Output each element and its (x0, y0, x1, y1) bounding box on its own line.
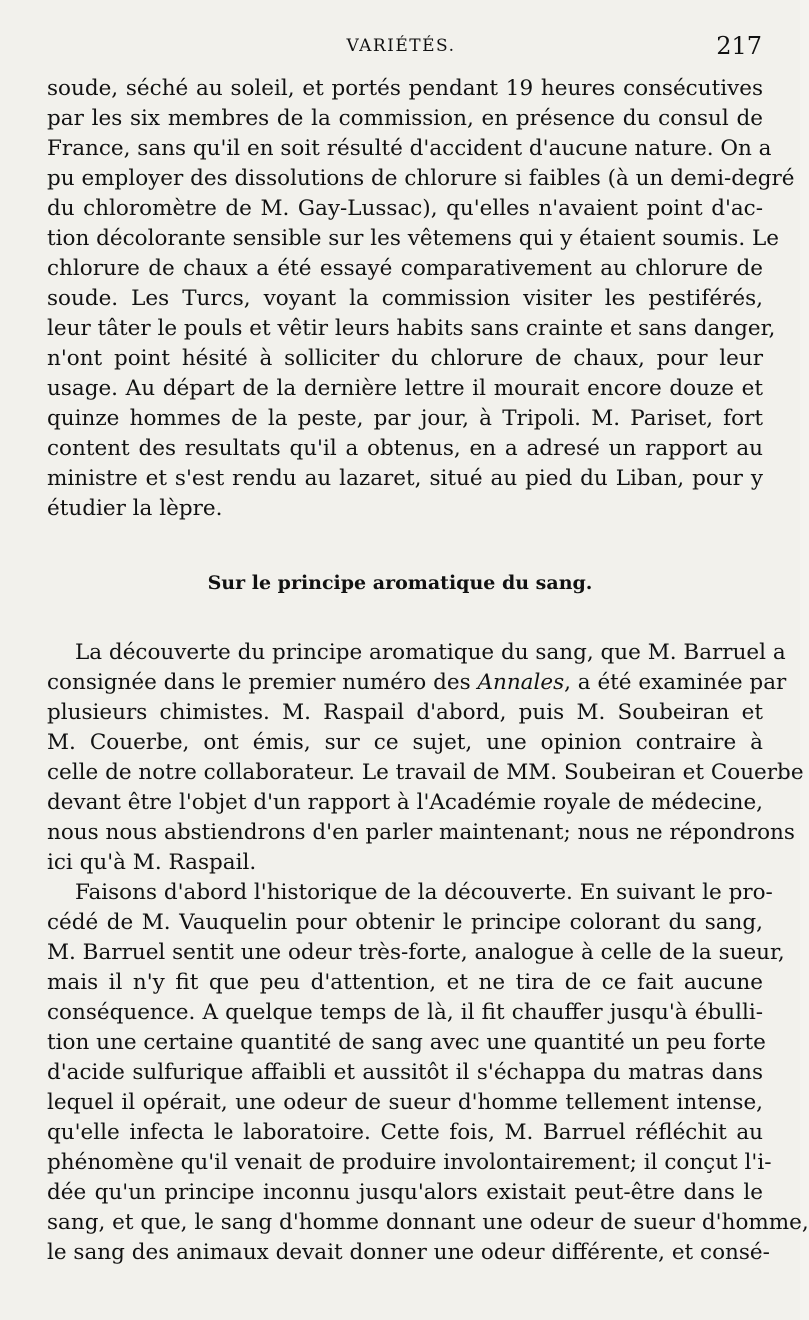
text-line: M. Couerbe, ont émis, sur ce sujet, une opinion contraire à (47, 730, 763, 755)
text-line: cédé de M. Vauquelin pour obtenir le principe colorant du sang, (47, 910, 763, 935)
section-body (47, 638, 809, 1268)
text-line: du chloromètre de M. Gay-Lussac), qu'elles n'avaient point d'ac- (47, 196, 763, 221)
text-line: chlorure de chaux a été essayé comparativement au chlorure de (47, 256, 763, 281)
running-title: VARIÉTÉS. (346, 36, 456, 56)
text-line: ministre et s'est rendu au lazaret, situé au pied du Liban, pour y (47, 466, 763, 491)
text-line: quinze hommes de la peste, par jour, à Tripoli. M. Pariset, fort (47, 406, 763, 431)
text-line: plusieurs chimistes. M. Raspail d'abord, puis M. Soubeiran et (47, 700, 763, 725)
text-line: nous nous abstiendrons d'en parler maintenant; nous ne répondrons (47, 820, 795, 845)
text-line: France, sans qu'il en soit résulté d'accident d'aucune nature. On a (47, 136, 772, 161)
text-line: devant être l'objet d'un rapport à l'Académie royale de médecine, (47, 790, 763, 815)
paragraph-continued (47, 74, 795, 524)
text-line: dée qu'un principe inconnu jusqu'alors existait peut-être dans le (47, 1180, 763, 1205)
text-line: d'acide sulfurique affaibli et aussitôt il s'échappa du matras dans (47, 1060, 763, 1085)
text-line: tion décolorante sensible sur les vêtemens qui y étaient soumis. Le (47, 226, 779, 251)
text-line: soude. Les Turcs, voyant la commission visiter les pestiférés, (47, 286, 763, 311)
text-line: par les six membres de la commission, en présence du consul de (47, 106, 763, 131)
journal-title: Annales (477, 670, 565, 695)
text-line (47, 668, 787, 698)
text-line: sang, et que, le sang d'homme donnant une odeur de sueur d'homme, (47, 1210, 809, 1235)
text-fragment: , a été examinée par (564, 670, 787, 695)
text-line: qu'elle infecta le laboratoire. Cette fois, M. Barruel réfléchit au (47, 1120, 763, 1145)
text-line: Faisons d'abord l'historique de la découverte. En suivant le pro- (75, 880, 773, 905)
text-line: conséquence. A quelque temps de là, il fit chauffer jusqu'à ébulli- (47, 1000, 763, 1025)
text-line: content des resultats qu'il a obtenus, en a adresé un rapport au (47, 436, 763, 461)
text-line: lequel il opérait, une odeur de sueur d'homme tellement intense, (47, 1090, 763, 1115)
text-line: celle de notre collaborateur. Le travail de MM. Soubeiran et Couerbe (47, 760, 804, 785)
section-heading: Sur le principe aromatique du sang. (207, 572, 593, 594)
text-line: n'ont point hésité à solliciter du chlorure de chaux, pour leur (47, 346, 763, 371)
text-line: leur tâter le pouls et vêtir leurs habits sans crainte et sans danger, (47, 316, 776, 341)
text-line: phénomène qu'il venait de produire involontairement; il conçut l'i- (47, 1150, 772, 1175)
page-header (40, 30, 762, 64)
text-fragment: consignée dans le premier numéro des (47, 670, 478, 695)
text-line: pu employer des dissolutions de chlorure si faibles (à un demi-degré (47, 166, 795, 191)
text-line: soude, séché au soleil, et portés pendant 19 heures consécutives (47, 76, 763, 101)
text-line: le sang des animaux devait donner une odeur différente, et consé- (47, 1240, 770, 1265)
text-line: étudier la lèpre. (47, 496, 223, 521)
text-line: mais il n'y fit que peu d'attention, et ne tira de ce fait aucune (47, 970, 763, 995)
text-line: usage. Au départ de la dernière lettre il mourait encore douze et (47, 376, 763, 401)
text-line: tion une certaine quantité de sang avec une quantité un peu forte (47, 1030, 766, 1055)
page-number: 217 (716, 32, 762, 60)
text-line: M. Barruel sentit une odeur très-forte, analogue à celle de la sueur, (47, 940, 785, 965)
text-line: ici qu'à M. Raspail. (47, 850, 257, 875)
text-line: La découverte du principe aromatique du sang, que M. Barruel a (75, 640, 786, 665)
